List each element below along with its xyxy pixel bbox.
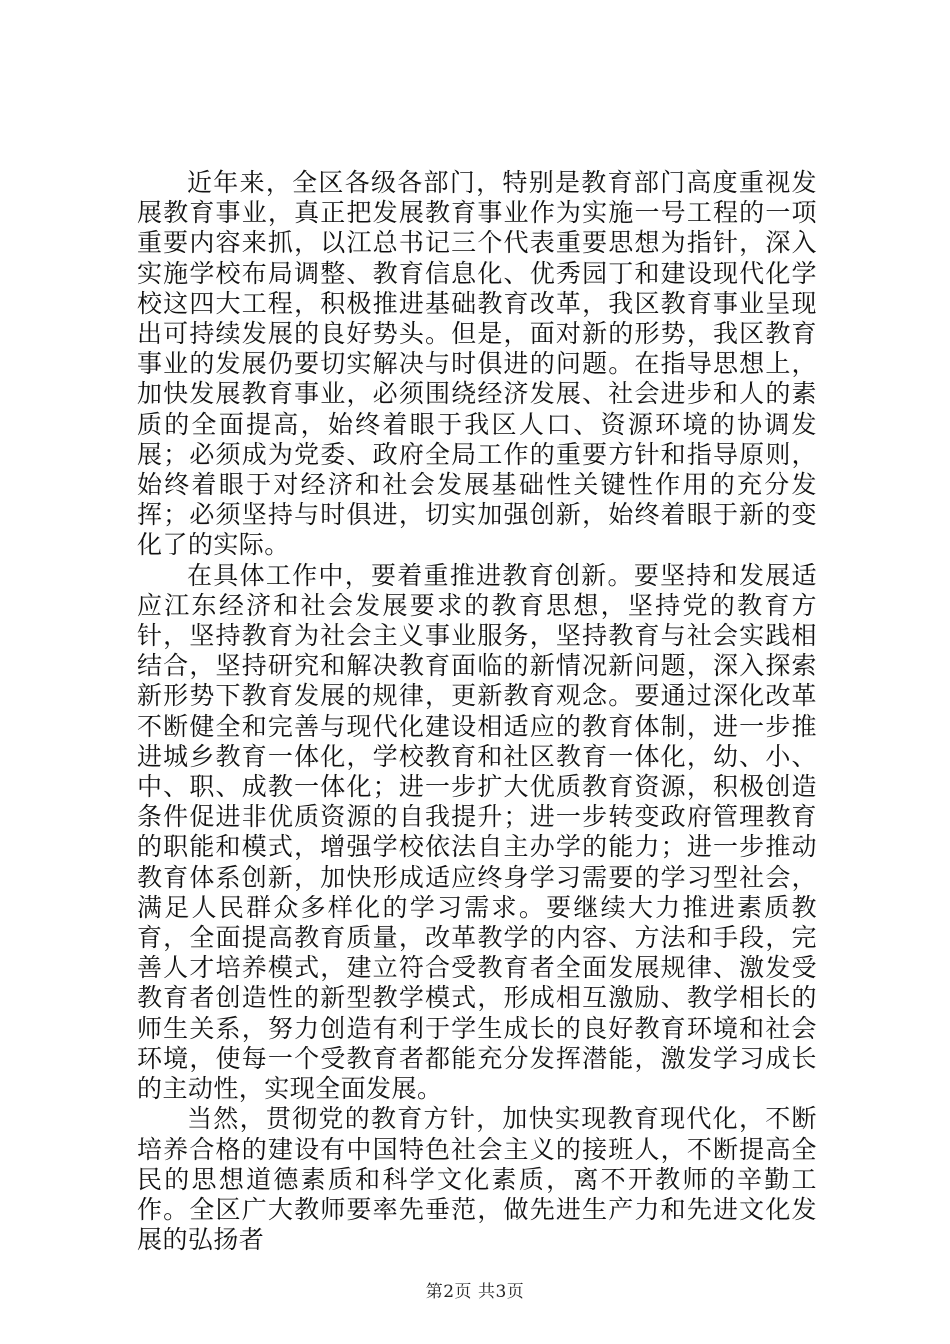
paragraph-3: 当然，贯彻党的教育方针，加快实现教育现代化，不断培养合格的建设有中国特色社会主义的接班人，不断提高全民的思想道德素质和科学文化素质，离不开教师的辛勤工作。全区广大教师要率先垂范，做先进生产力和先进文化发展的弘扬者 — [137, 1104, 817, 1255]
document-body — [137, 168, 817, 1255]
paragraph-1: 近年来，全区各级各部门，特别是教育部门高度重视发展教育事业，真正把发展教育事业作为实施一号工程的一项重要内容来抓，以江总书记三个代表重要思想为指针，深入实施学校布局调整、教育信息化、优秀园丁和建设现代化学校这四大工程，积极推进基础教育改革，我区教育事业呈现出可持续发展的良好势头。但是，面对新的形势，我区教育事业的发展仍要切实解决与时俱进的问题。在指导思想上，加快发展教育事业，必须围绕经济发展、社会进步和人的素质的全面提高，始终着眼于我区人口、资源环境的协调发展；必须成为党委、政府全局工作的重要方针和指导原则，始终着眼于对经济和社会发展基础性关键性作用的充分发挥；必须坚持与时俱进，切实加强创新，始终着眼于新的变化了的实际。 — [137, 168, 817, 560]
paragraph-2: 在具体工作中，要着重推进教育创新。要坚持和发展适应江东经济和社会发展要求的教育思想，坚持党的教育方针，坚持教育为社会主义事业服务，坚持教育与社会实践相结合，坚持研究和解决教育面临的新情况新问题，深入探索新形势下教育发展的规律，更新教育观念。要通过深化改革不断健全和完善与现代化建设相适应的教育体制，进一步推进城乡教育一体化，学校教育和社区教育一体化，幼、小、中、职、成教一体化；进一步扩大优质教育资源，积极创造条件促进非优质资源的自我提升；进一步转变政府管理教育的职能和模式，增强学校依法自主办学的能力；进一步推动教育体系创新，加快形成适应终身学习需要的学习型社会，满足人民群众多样化的学习需求。要继续大力推进素质教育，全面提高教育质量，改革教学的内容、方法和手段，完善人才培养模式，建立符合受教育者全面发展规律、激发受教育者创造性的新型教学模式，形成相互激励、教学相长的师生关系，努力创造有利于学生成长的良好教育环境和社会环境，使每一个受教育者都能充分发挥潜能，激发学习成长的主动性，实现全面发展。 — [137, 560, 817, 1104]
page-number-footer: 第2页 共3页 — [425, 1282, 525, 1302]
